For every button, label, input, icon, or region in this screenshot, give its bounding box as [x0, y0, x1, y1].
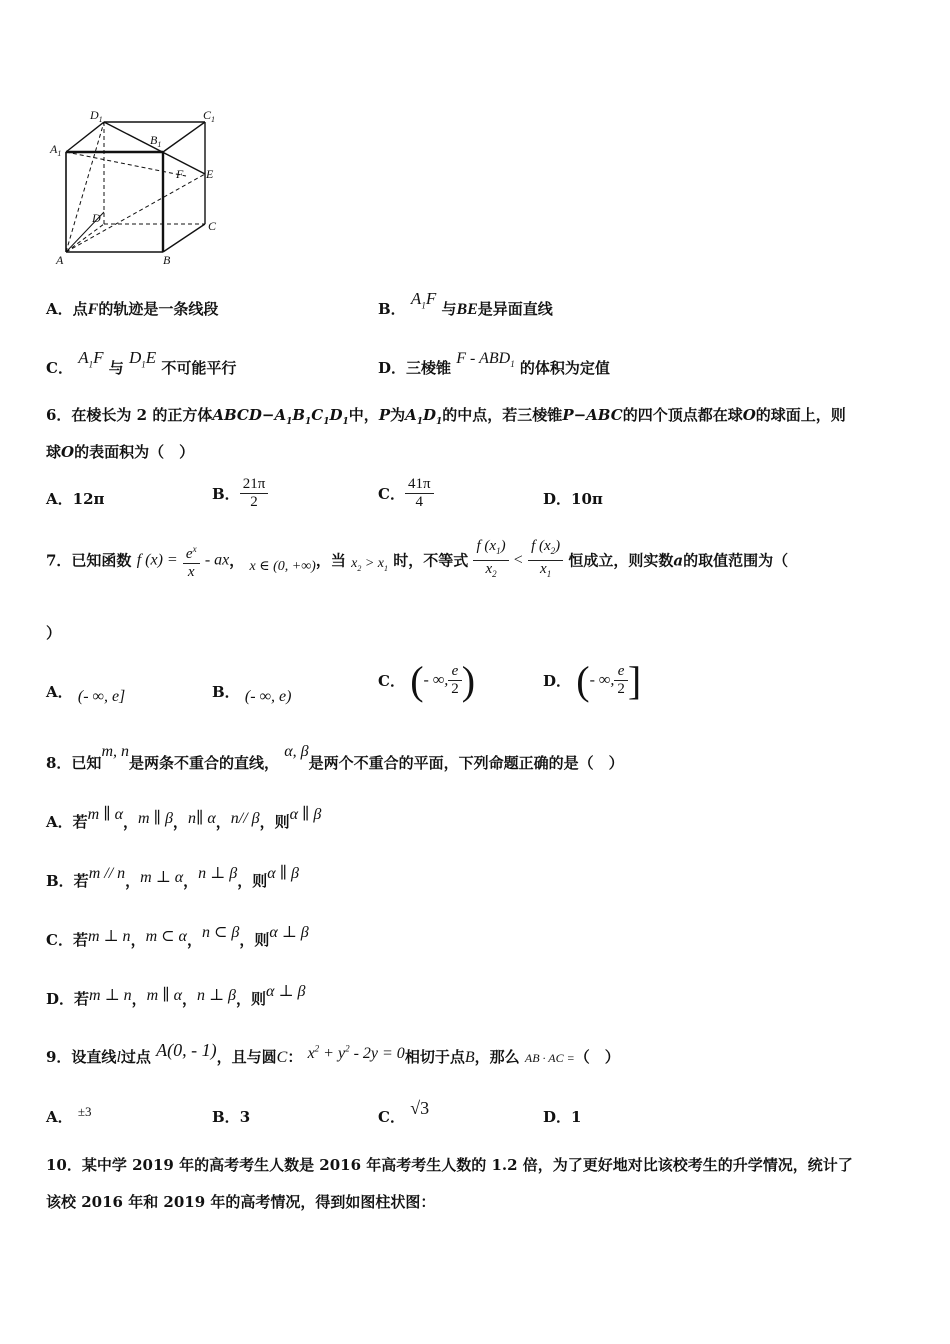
- label-C: C: [208, 219, 217, 233]
- q6-option-d: D．10π: [543, 490, 603, 508]
- q10-stem-line2: 该校 2016 年和 2019 年的高考情况，得到如图柱状图：: [46, 1193, 436, 1211]
- q5-option-c: C． $A_1F$ 与 $D_1E$ 不可能平行: [46, 348, 237, 377]
- label-A: A: [56, 253, 64, 267]
- label-B: B: [163, 253, 171, 267]
- q7-stem: 7．已知函数 f (x) = $\frac{e^x}{x}$ - ax， x ∈ (0, +∞)，当 $x_2 > x_1$ 时，不等式 $\frac{f (x_1)}{x_2}$ < $\frac{f (x_2)}{x_1}$ 恒成立，则实数a的取值范围为（: [46, 538, 789, 580]
- q7-option-a: A． (- ∞, e]: [46, 683, 126, 705]
- q9-option-b: B．3: [212, 1108, 251, 1126]
- q8-option-a: A．若m ∥ α，m ∥ β，n∥ α，n// β，则α ∥ β: [46, 806, 322, 831]
- label-D: D: [92, 211, 101, 225]
- q8-option-c: C．若m ⊥ n，m ⊂ α，n ⊂ β，则α ⊥ β: [46, 924, 309, 949]
- q7-stem-close: ）: [46, 624, 62, 642]
- q9-option-c: C． √3: [378, 1098, 430, 1126]
- q8-option-d: D．若m ⊥ n，m ∥ α，n ⊥ β，则α ⊥ β: [46, 983, 306, 1008]
- q6-stem-line1: 6．在棱长为 2 的正方体$ABCD-A_1B_1C_1D_1$中，P为$A_1D_1$的中点，若三棱锥P−ABC的四个顶点都在球O的球面上，则: [46, 406, 846, 427]
- label-F: F: [176, 167, 184, 181]
- q6-option-a: A．12π: [46, 490, 105, 508]
- q9-option-d: D．1: [543, 1108, 582, 1126]
- q6-option-b: B． $\frac{21\pi}{2}$: [212, 476, 268, 511]
- cube-figure: [48, 104, 228, 269]
- label-C1: $C_1$: [203, 108, 216, 124]
- q9-option-a: A． ±3: [46, 1104, 92, 1126]
- q9-stem: 9．设直线l过点 A(0, - 1)，且与圆C： $x^2 + y^2 - 2y = 0$相切于点B，那么 AB · AC =（ ）: [46, 1040, 620, 1066]
- q7-option-b: B． (- ∞, e): [212, 683, 292, 705]
- q5-option-d: D．三棱锥 F - $ABD_1$ 的体积为定值: [378, 350, 610, 377]
- q5-option-a: A．点F的轨迹是一条线段: [46, 300, 219, 318]
- q7-option-d: D． (- ∞, $\frac{e}{2}$ ]: [543, 658, 642, 703]
- label-A1: $A_1$: [50, 142, 62, 158]
- q8-option-b: B．若m // n，m ⊥ α，n ⊥ β，则α ∥ β: [46, 865, 299, 890]
- label-E: E: [206, 167, 214, 181]
- q7-option-c: C． (- ∞, $\frac{e}{2}$ ): [378, 658, 476, 703]
- q6-option-c: C． $\frac{41\pi}{4}$: [378, 476, 434, 511]
- q5-option-b: B． $A_1F$ 与BE是异面直线: [378, 289, 553, 318]
- q6-stem-line2: 球O的表面积为（ ）: [46, 443, 195, 461]
- q10-stem-line1: 10．某中学 2019 年的高考考生人数是 2016 年高考考生人数的 1.2 倍，为了更好地对比该校考生的升学情况，统计了: [46, 1156, 853, 1174]
- label-B1: $B_1$: [150, 133, 162, 149]
- q8-stem: 8．已知m, n是两条不重合的直线， α, β是两个不重合的平面，下列命题正确的是（ ）: [46, 743, 624, 772]
- label-D1: $D_1$: [90, 108, 103, 124]
